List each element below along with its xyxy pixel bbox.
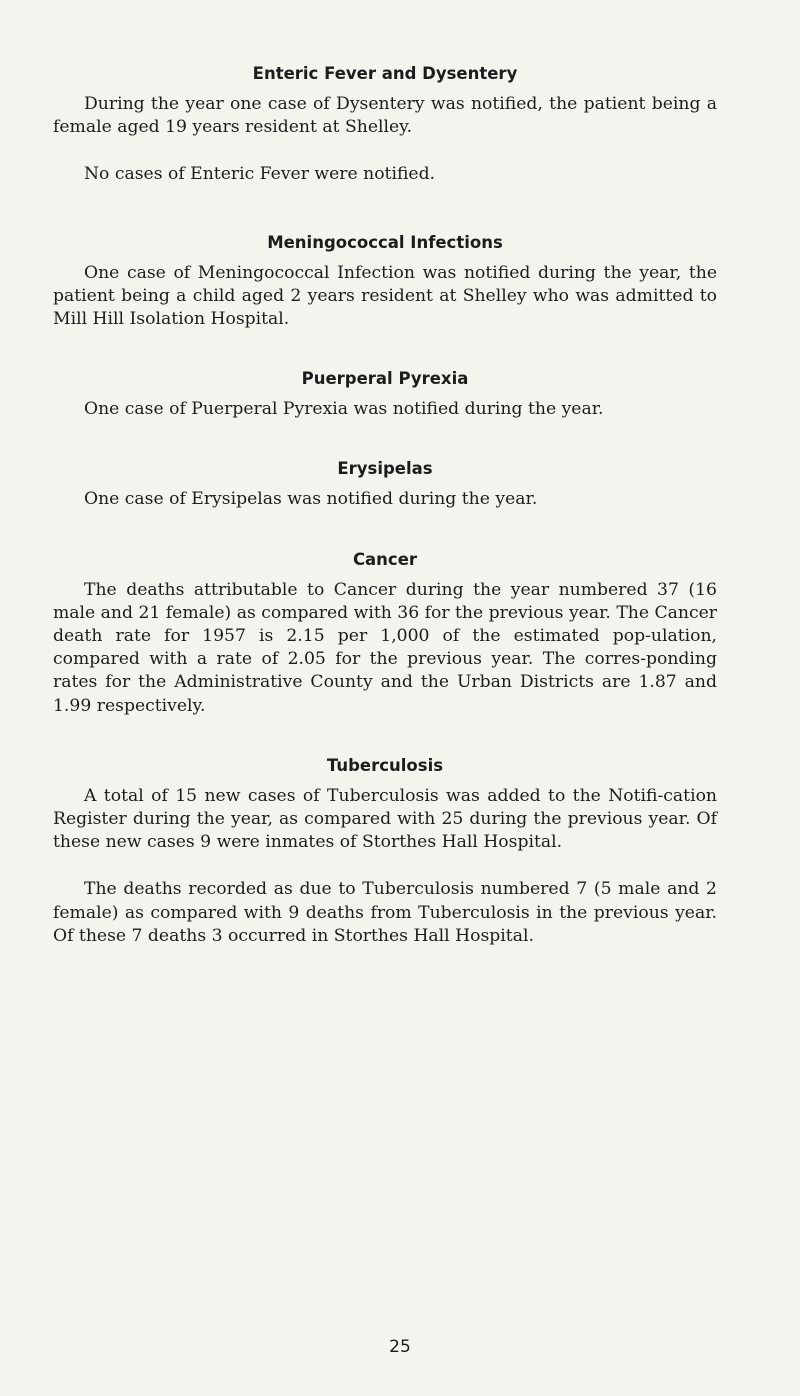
paragraph-puerperal-pyrexia: One case of Puerperal Pyrexia was notified during the year. — [84, 399, 604, 420]
section-heading-erysipelas: Erysipelas — [337, 459, 433, 479]
section-heading-enteric-fever: Enteric Fever and Dysentery — [252, 64, 518, 83]
paragraph-erysipelas: One case of Erysipelas was notified during the year. — [84, 489, 538, 510]
section-heading-cancer: Cancer — [352, 549, 418, 569]
section-heading-meningococcal: Meningococcal Infections — [267, 232, 503, 252]
paragraph-enteric-fever: No cases of Enteric Fever were notified. — [84, 164, 436, 185]
paragraph-tuberculosis-cases: A total of 15 new cases of Tuberculosis was added to the Notifi-cation Register during the year, as compared with 25 during the previous year. Of these new cases 9 were inmates of Storthes Hall Hospital. — [53, 785, 717, 853]
paragraph-dysentery-case: During the year one case of Dysentery was notified, the patient being a female aged 19 years resident at Shelley. — [53, 94, 717, 138]
paragraph-cancer: The deaths attributable to Cancer during the year numbered 37 (16 male and 21 female) as compared with 36 for the previous year. The Cancer death rate for 1957 is 2.15 per 1,000 of the estimated pop-ulation, compared with a rate of 2.05 for the previous year. The corres-ponding rates for the Administrative County and the Urban Districts are 1.87 and 1.99 respectively. — [53, 579, 717, 716]
section-heading-puerperal-pyrexia: Puerperal Pyrexia — [301, 369, 469, 389]
page-number: 25 — [389, 1337, 411, 1357]
paragraph-meningococcal: One case of Meningococcal Infection was notified during the year, the patient being a child aged 2 years resident at Shelley who was admitted to Mill Hill Isolation Hospital. — [53, 262, 717, 330]
section-heading-tuberculosis: Tuberculosis — [326, 755, 444, 775]
paragraph-tuberculosis-deaths: The deaths recorded as due to Tuberculosis numbered 7 (5 male and 2 female) as compared with 9 deaths from Tuberculosis in the previous year. Of these 7 deaths 3 occurred in Storthes Hall Hospital. — [53, 879, 717, 946]
document-page — [53, 58, 717, 948]
